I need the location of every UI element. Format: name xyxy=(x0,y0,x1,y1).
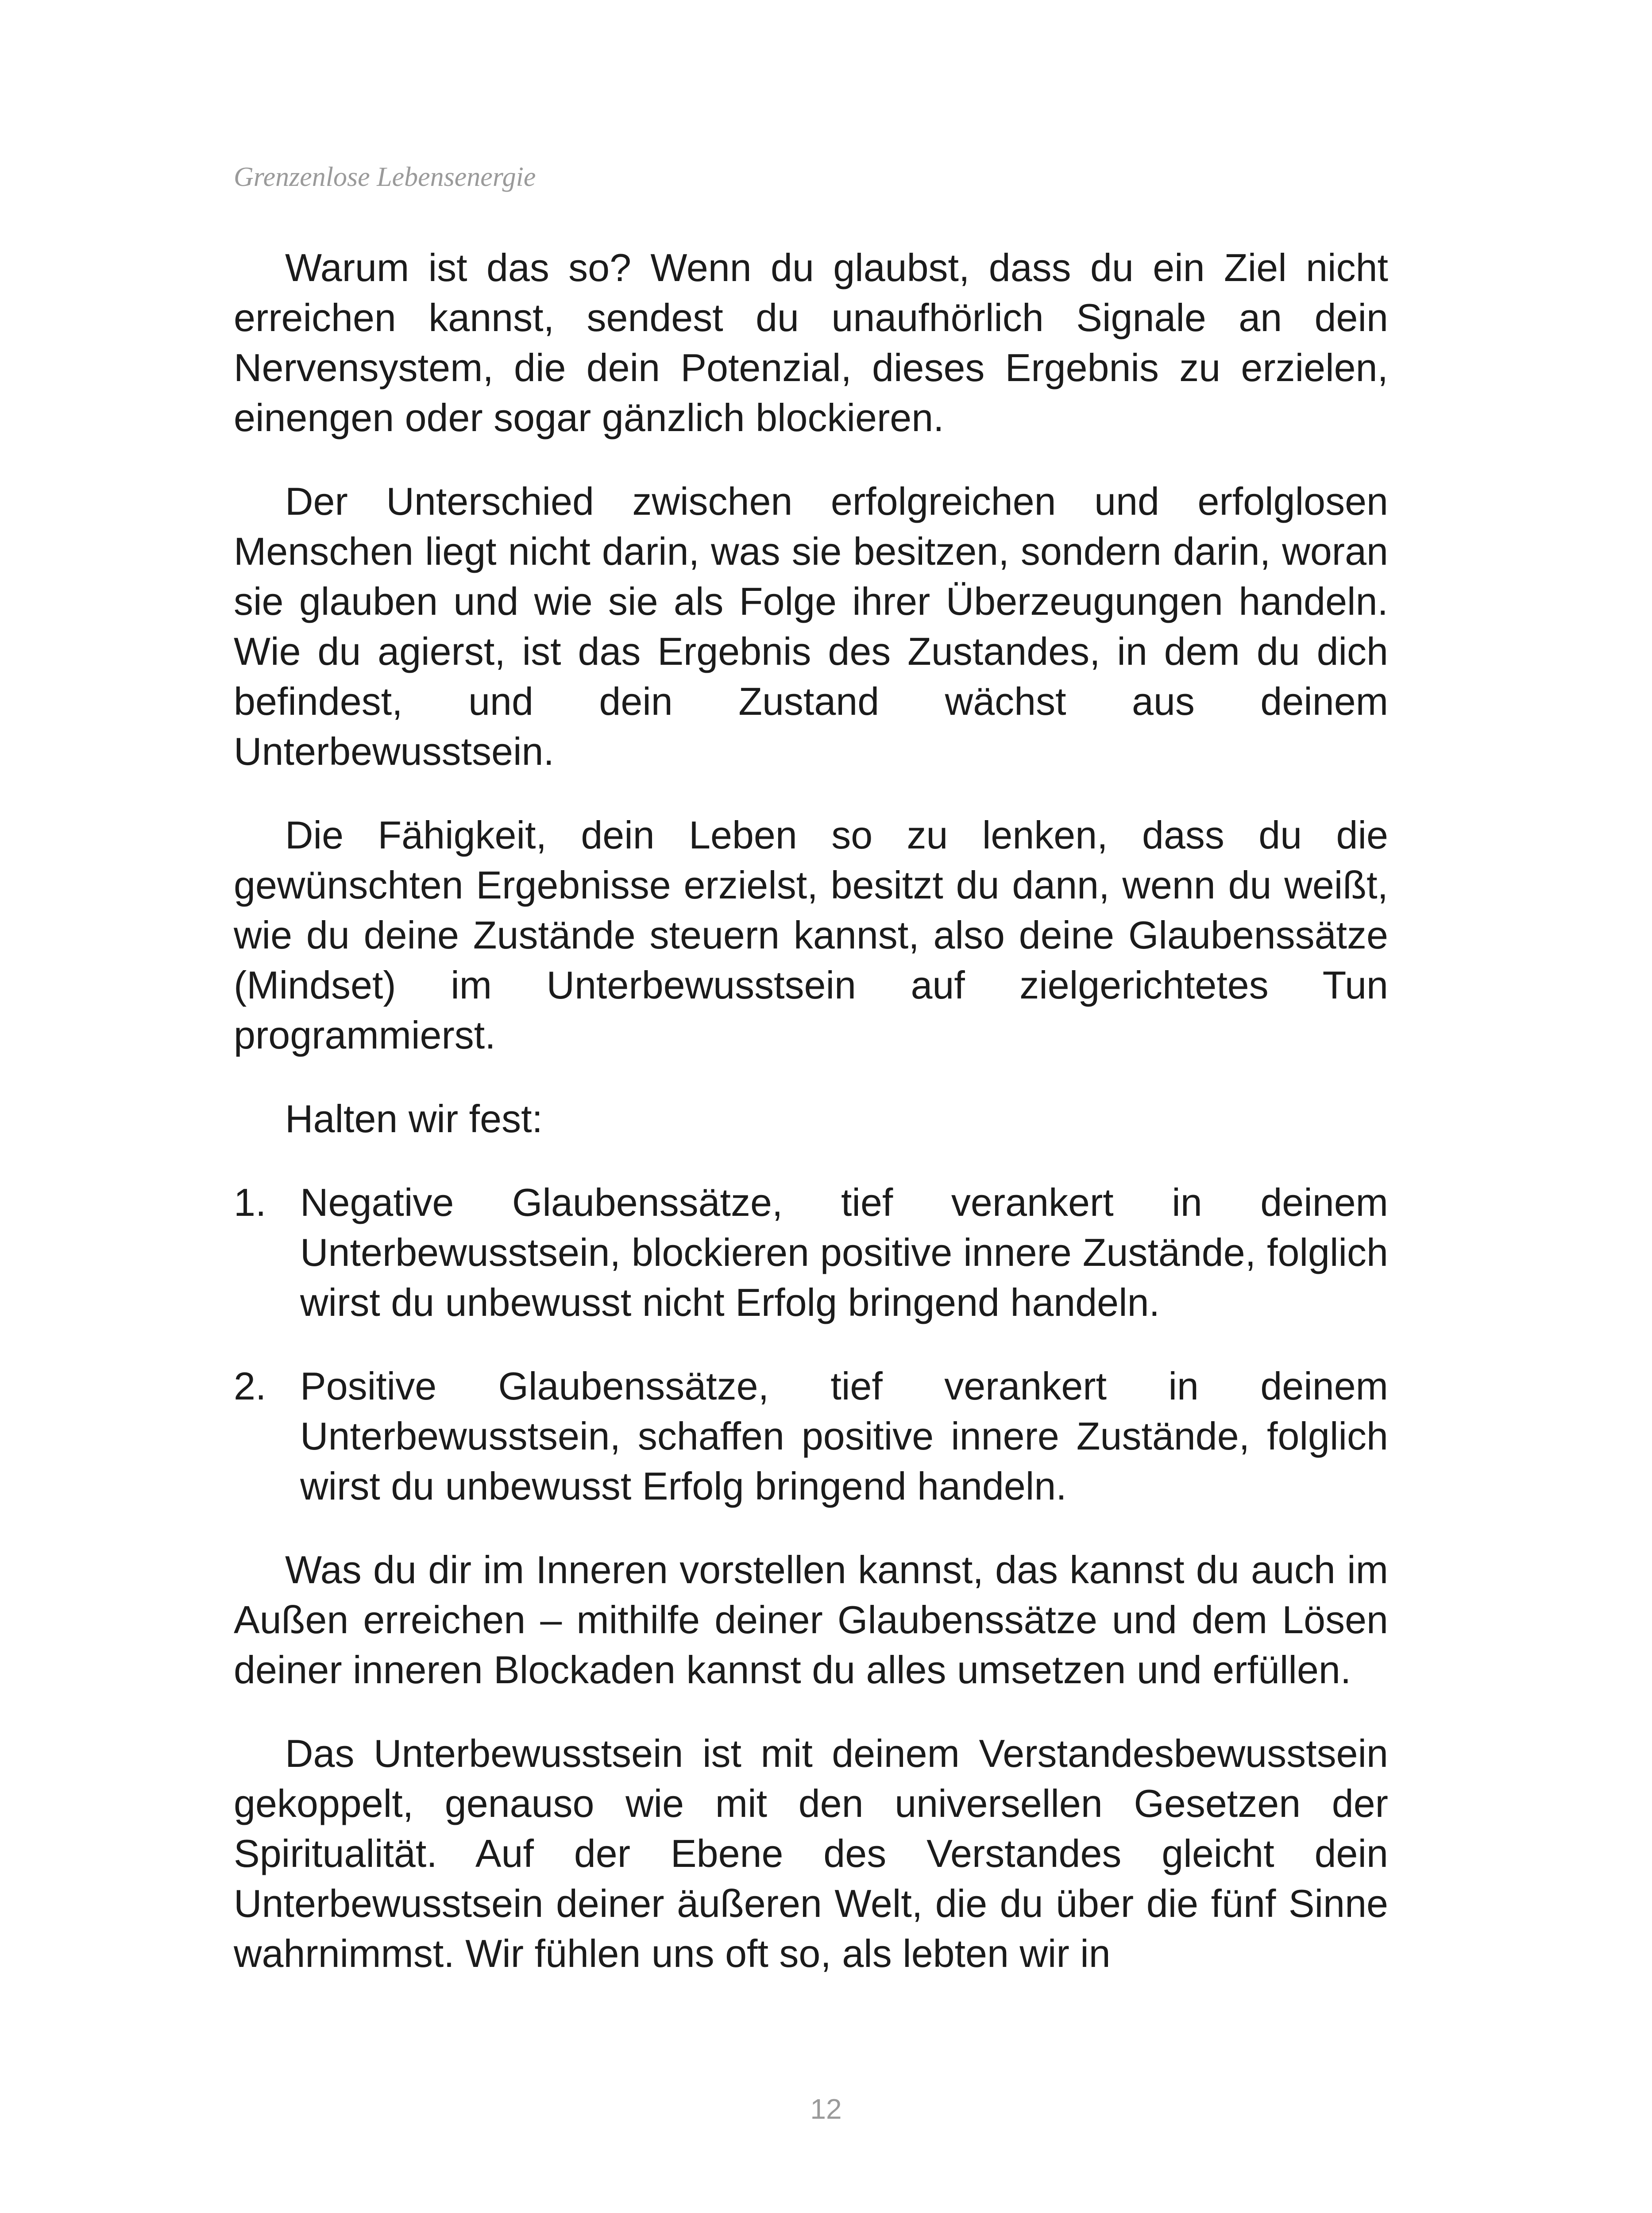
list-text: Positive Glaubenssätze, tief verankert in deinem Unterbewusstsein, schaffen positive innere Zustände, folglich wirst du unbewusst Erfolg bringend handeln. xyxy=(300,1364,1388,1508)
list-number: 2. xyxy=(234,1364,266,1408)
page-body xyxy=(234,243,1388,1978)
numbered-list xyxy=(234,1177,1388,1511)
page-number: 12 xyxy=(810,2093,842,2125)
body-paragraph: Die Fähigkeit, dein Leben so zu lenken, dass du die gewünschten Ergebnisse erzielst, besitzt du dann, wenn du weißt, wie du deine Zustände steuern kannst, also deine Glaubenssätze (Mindset) im Unterbewusstsein auf zielgerichtetes Tun programmierst. xyxy=(234,813,1388,1057)
body-paragraph: Der Unterschied zwischen erfolgreichen und erfolglosen Menschen liegt nicht darin, was sie besitzen, sondern darin, woran sie glauben und wie sie als Folge ihrer Überzeugungen handeln. Wie du agierst, ist das Ergebnis des Zustandes, in dem du dich befindest, und dein Zustand wächst aus deinem Unterbewusstsein. xyxy=(234,479,1388,773)
body-paragraph: Das Unterbewusstsein ist mit deinem Verstandesbewusstsein gekoppelt, genauso wie mit den universellen Gesetzen der Spiritualität. Auf der Ebene des Verstandes gleicht dein Unterbewusstsein deiner äußeren Welt, die du über die fünf Sinne wahrnimmst. Wir fühlen uns oft so, als lebten wir in xyxy=(234,1731,1388,1975)
list-number: 1. xyxy=(234,1180,266,1224)
body-paragraph: Was du dir im Inneren vorstellen kannst, das kannst du auch im Außen erreichen – mithilfe deiner Glaubenssätze und dem Lösen deiner inneren Blockaden kannst du alles umsetzen und erfüllen. xyxy=(234,1548,1388,1692)
list-text: Negative Glaubenssätze, tief verankert in deinem Unterbewusstsein, blockieren positive innere Zustände, folglich wirst du unbewusst nicht Erfolg bringend handeln. xyxy=(300,1180,1388,1324)
list-intro: Halten wir fest: xyxy=(285,1097,543,1141)
body-paragraph: Warum ist das so? Wenn du glaubst, dass du ein Ziel nicht erreichen kannst, sendest du unaufhörlich Signale an dein Nervensystem, die dein Potenzial, dieses Ergebnis zu erzielen, einengen oder sogar gänzlich blockieren. xyxy=(234,246,1388,440)
running-header: Grenzenlose Lebensenergie xyxy=(234,162,536,192)
list-item xyxy=(234,1361,1388,1511)
list-item xyxy=(234,1177,1388,1327)
